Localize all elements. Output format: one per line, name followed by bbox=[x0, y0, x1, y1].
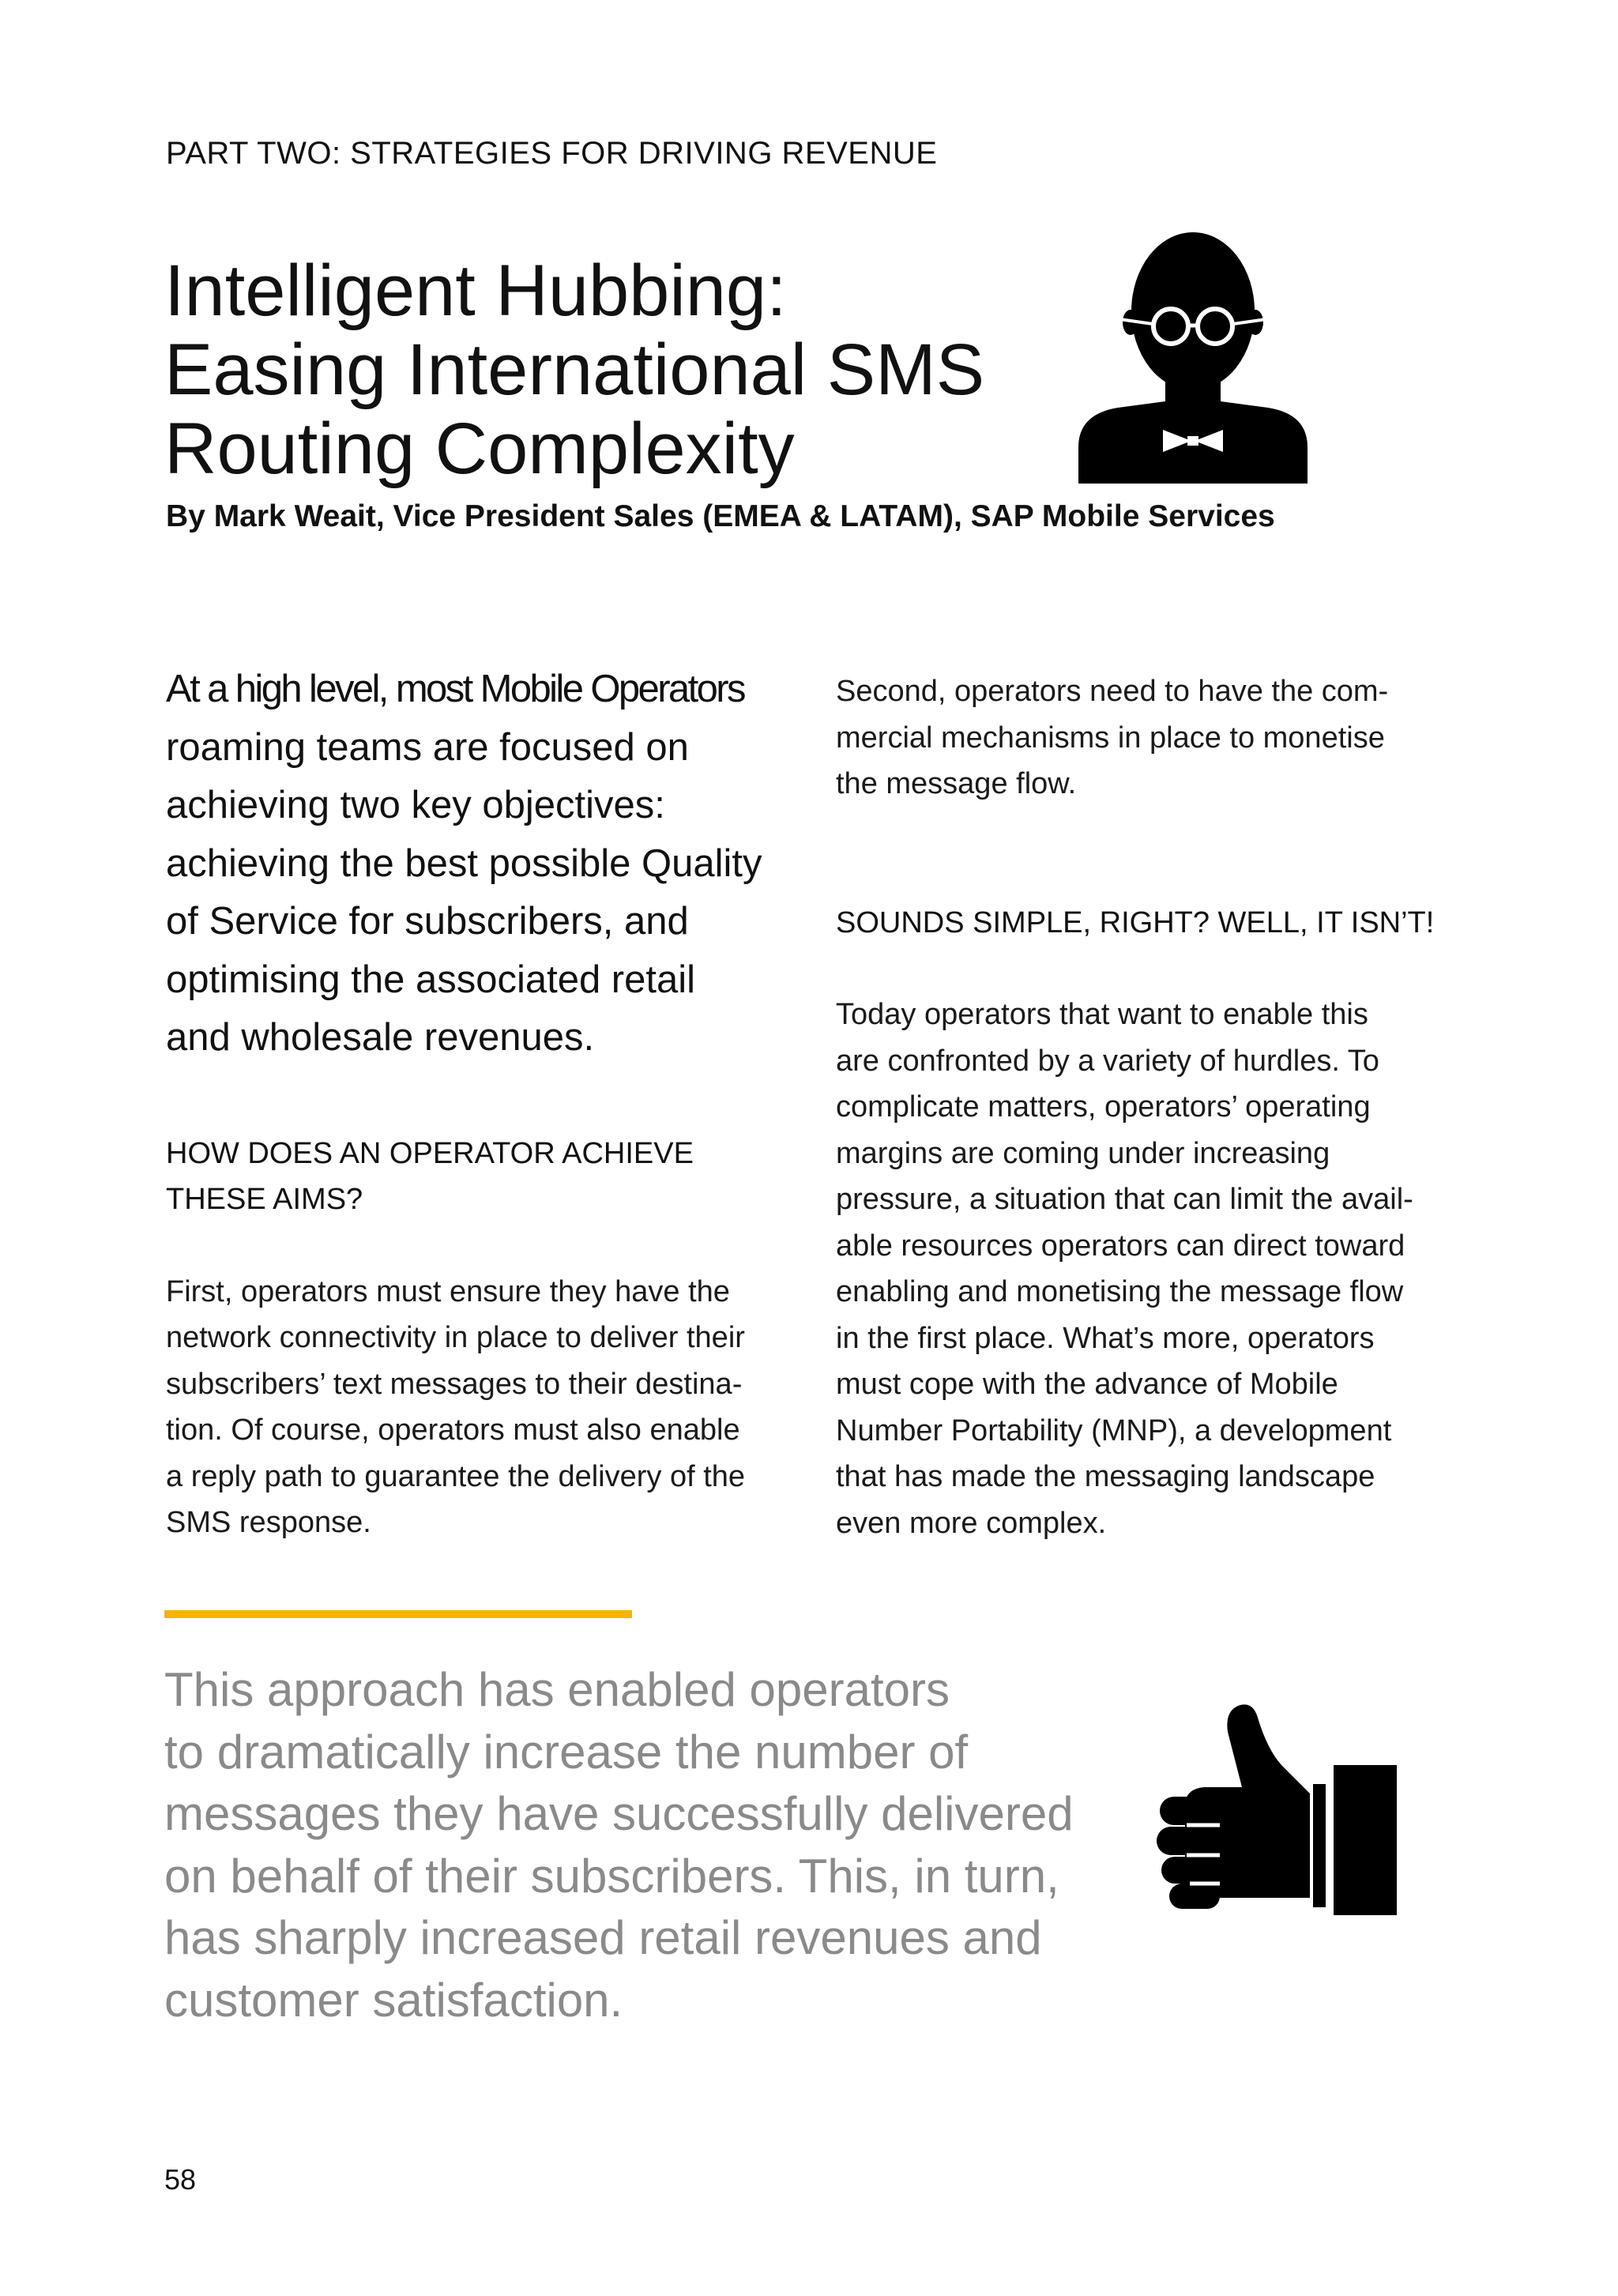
subheading-line: HOW DOES AN OPERATOR ACHIEVE bbox=[166, 1136, 694, 1170]
section-subheading bbox=[166, 1131, 798, 1223]
author-byline: By Mark Weait, Vice President Sales (EMEA & LATAM), SAP Mobile Services bbox=[166, 499, 1275, 533]
quote-line: on behalf of their subscribers. This, in turn, bbox=[164, 1849, 1059, 1903]
body-line: tion. Of course, operators must also enable bbox=[166, 1413, 740, 1447]
body-line: able resources operators can direct toward bbox=[836, 1229, 1405, 1263]
title-line: Routing Complexity bbox=[164, 408, 795, 489]
body-line: even more complex. bbox=[836, 1506, 1107, 1540]
body-line: SMS response. bbox=[166, 1506, 371, 1539]
accent-rule bbox=[164, 1610, 632, 1618]
body-line: the message flow. bbox=[836, 767, 1077, 800]
lead-line: achieving the best possible Quality bbox=[166, 841, 762, 885]
lead-paragraph bbox=[166, 661, 798, 1067]
lead-line: of Service for subscribers, and bbox=[166, 900, 689, 943]
body-line: mercial mechanisms in place to monetise bbox=[836, 721, 1385, 755]
lead-line: achieving two key objectives: bbox=[166, 784, 665, 826]
left-column bbox=[166, 661, 798, 1546]
body-line: must cope with the advance of Mobile bbox=[836, 1368, 1338, 1401]
section-label: PART TWO: STRATEGIES FOR DRIVING REVENUE bbox=[166, 136, 938, 171]
right-column bbox=[836, 668, 1468, 1546]
body-line: network connectivity in place to deliver their bbox=[166, 1321, 745, 1354]
body-paragraph bbox=[836, 992, 1468, 1546]
body-line: First, operators must ensure they have the bbox=[166, 1274, 730, 1308]
person-with-glasses-icon bbox=[1071, 218, 1315, 484]
body-line: Second, operators need to have the com- bbox=[836, 675, 1389, 708]
body-line: margins are coming under increasing bbox=[836, 1136, 1330, 1170]
body-line: a reply path to guarantee the delivery of the bbox=[166, 1459, 746, 1493]
lead-line: roaming teams are focused on bbox=[166, 725, 689, 769]
section-subheading: SOUNDS SIMPLE, RIGHT? WELL, IT ISN’T! bbox=[836, 905, 1435, 939]
body-line: pressure, a situation that can limit the avail- bbox=[836, 1183, 1413, 1216]
lead-line: optimising the associated retail bbox=[166, 958, 696, 1001]
page-title bbox=[164, 251, 1073, 488]
body-line: subscribers’ text messages to their destina- bbox=[166, 1367, 743, 1401]
body-line: are confronted by a variety of hurdles. To bbox=[836, 1044, 1379, 1078]
body-line: in the first place. What’s more, operators bbox=[836, 1321, 1375, 1355]
quote-line: customer satisfaction. bbox=[164, 1973, 623, 2027]
quote-line: to dramatically increase the number of bbox=[164, 1725, 969, 1778]
lead-line: and wholesale revenues. bbox=[166, 1016, 595, 1059]
title-line: Easing International SMS bbox=[164, 329, 985, 410]
quote-line: messages they have successfully delivered bbox=[164, 1787, 1074, 1840]
body-paragraph bbox=[836, 668, 1468, 807]
body-line: Today operators that want to enable this bbox=[836, 998, 1368, 1031]
quote-line: has sharply increased retail revenues and bbox=[164, 1911, 1042, 1964]
body-line: Number Portability (MNP), a development bbox=[836, 1413, 1392, 1447]
body-line: that has made the messaging landscape bbox=[836, 1460, 1375, 1493]
page-number: 58 bbox=[164, 2163, 197, 2196]
body-paragraph bbox=[166, 1269, 798, 1546]
subheading-line: THESE AIMS? bbox=[166, 1183, 363, 1216]
title-line: Intelligent Hubbing: bbox=[164, 250, 787, 331]
body-line: complicate matters, operators’ operating bbox=[836, 1090, 1371, 1124]
lead-line: At a high level, most Mobile Operators bbox=[166, 668, 744, 710]
pull-quote bbox=[164, 1659, 1136, 2031]
body-line: enabling and monetising the message flow bbox=[836, 1275, 1404, 1308]
thumbs-up-icon bbox=[1155, 1700, 1400, 1918]
quote-line: This approach has enabled operators bbox=[164, 1663, 950, 1716]
